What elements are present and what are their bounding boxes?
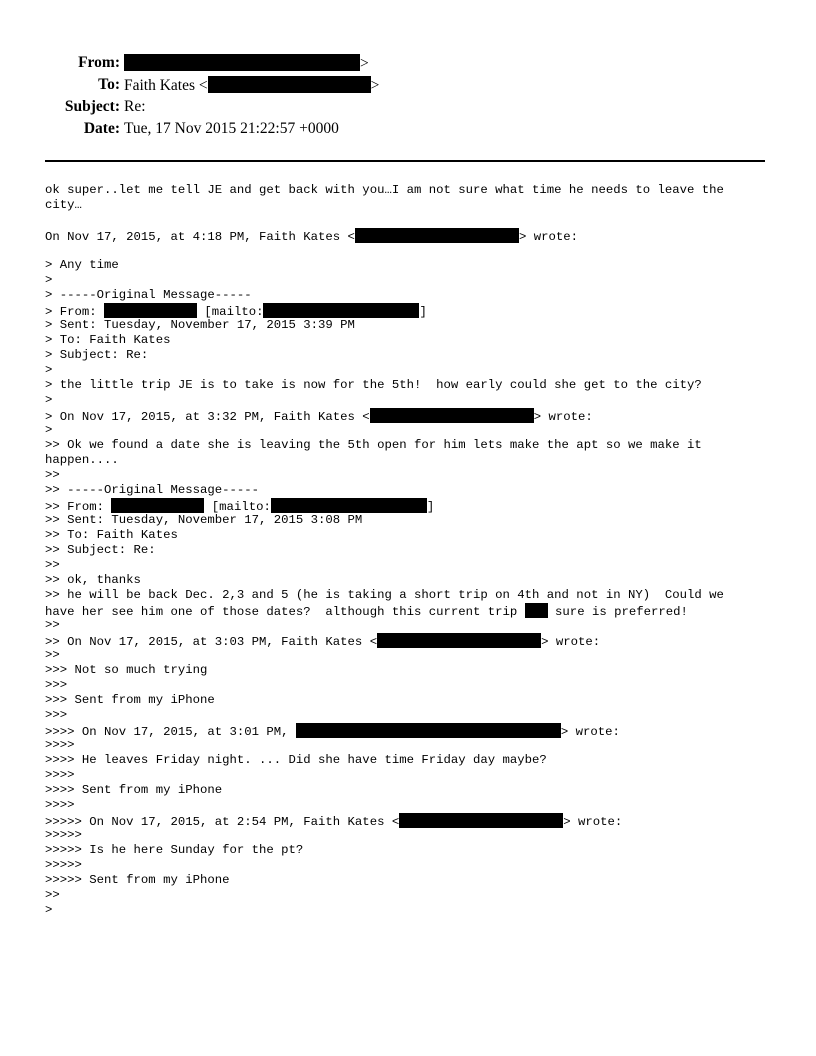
body-text: > On Nov 17, 2015, at 3:32 PM, Faith Kates <	[45, 410, 370, 424]
body-line: > Any time	[45, 258, 119, 272]
body-line	[45, 228, 775, 243]
body-text: > wrote:	[560, 725, 620, 739]
subject-value: Re:	[124, 98, 146, 115]
redaction-bar	[399, 813, 563, 828]
body-line: >> Sent: Tuesday, November 17, 2015 3:08 PM	[45, 513, 363, 527]
body-line: >>	[45, 648, 60, 662]
body-line: > To: Faith Kates	[45, 333, 171, 347]
body-line: >>>	[45, 708, 68, 722]
to-name: Faith Kates <	[124, 77, 208, 94]
body-line: > Subject: Re:	[45, 348, 149, 362]
body-line: >>>>> Sent from my iPhone	[45, 873, 230, 887]
body-text: sure is preferred!	[547, 605, 688, 619]
header-divider	[45, 160, 765, 162]
body-line: >	[45, 423, 53, 437]
body-line	[45, 813, 775, 828]
body-line: >	[45, 273, 53, 287]
body-text: ]	[426, 500, 435, 514]
body-text: > wrote:	[563, 815, 623, 829]
body-text: >> On Nov 17, 2015, at 3:03 PM, Faith Kates <	[45, 635, 378, 649]
body-text: ]	[419, 305, 427, 319]
date-value: Tue, 17 Nov 2015 21:22:57 +0000	[124, 120, 339, 137]
redaction-bar	[370, 408, 534, 423]
body-line: >>	[45, 468, 60, 482]
body-line: >>>>> Is he here Sunday for the pt?	[45, 843, 304, 857]
body-line: >>> Not so much trying	[45, 663, 208, 677]
body-line	[45, 408, 775, 423]
body-line: >>>>>	[45, 858, 82, 872]
body-line-blank	[45, 243, 775, 258]
redaction-bar	[104, 303, 197, 318]
body-text: >> From:	[45, 500, 112, 514]
body-line: >>>>	[45, 768, 75, 782]
body-line: >> Subject: Re:	[45, 543, 156, 557]
body-line: >>>> Sent from my iPhone	[45, 783, 223, 797]
body-line: >> ok, thanks	[45, 573, 141, 587]
from-label: From:	[78, 54, 120, 71]
body-text: have her see him one of those dates? although this current trip	[45, 605, 525, 619]
redaction-bar	[271, 498, 427, 513]
from-value	[124, 54, 369, 73]
body-line: city…	[45, 198, 82, 212]
body-line: >>>>	[45, 738, 75, 752]
body-line	[45, 498, 775, 513]
body-text: > From:	[45, 305, 105, 319]
redaction-bar	[296, 723, 561, 738]
body-line: > the little trip JE is to take is now for the 5th! how early could she get to the city?	[45, 378, 702, 392]
from-value-suffix: >	[360, 55, 369, 72]
body-text: > wrote:	[541, 635, 601, 649]
body-text: >>>>> On Nov 17, 2015, at 2:54 PM, Faith Kates <	[45, 815, 400, 829]
body-line	[45, 633, 775, 648]
body-line: >> he will be back Dec. 2,3 and 5 (he is taking a short trip on 4th and not in NY) Could we	[45, 588, 724, 602]
body-line	[45, 303, 775, 318]
body-text: > wrote:	[518, 230, 578, 244]
body-line	[45, 603, 775, 618]
body-line: >> To: Faith Kates	[45, 528, 178, 542]
body-line: >>>>>	[45, 828, 82, 842]
body-line: >	[45, 393, 53, 407]
subject-label: Subject:	[64, 98, 120, 115]
body-line: >	[45, 363, 53, 377]
body-text: On Nov 17, 2015, at 4:18 PM, Faith Kates <	[45, 230, 355, 244]
body-line-blank	[45, 213, 775, 228]
to-value	[124, 76, 379, 95]
email-header	[0, 0, 816, 150]
body-line: ok super..let me tell JE and get back with you…I am not sure what time he needs to leave the	[45, 183, 724, 197]
body-line: >> Ok we found a date she is leaving the 5th open for him lets make the apt so we make it	[45, 438, 702, 452]
redaction-bar	[208, 76, 371, 93]
body-line: >> -----Original Message-----	[45, 483, 260, 497]
body-line	[45, 723, 775, 738]
body-line: >>	[45, 618, 60, 632]
body-text: [mailto:	[204, 500, 271, 514]
body-text: >>>> On Nov 17, 2015, at 3:01 PM,	[45, 725, 296, 739]
date-label: Date:	[83, 120, 120, 137]
email-body	[45, 183, 775, 918]
redaction-bar	[263, 303, 419, 318]
body-line: >>	[45, 888, 60, 902]
body-line: >>>	[45, 678, 68, 692]
redaction-bar	[355, 228, 519, 243]
redaction-bar	[111, 498, 204, 513]
body-line: >	[45, 903, 53, 917]
body-line: happen....	[45, 453, 119, 467]
body-line: > Sent: Tuesday, November 17, 2015 3:39 PM	[45, 318, 355, 332]
redaction-bar	[377, 633, 541, 648]
body-line: >>>> He leaves Friday night. ... Did she have time Friday day maybe?	[45, 753, 547, 767]
body-text: > wrote:	[533, 410, 593, 424]
redaction-bar	[124, 54, 360, 71]
body-line: >>> Sent from my iPhone	[45, 693, 215, 707]
to-value-suffix: >	[370, 77, 380, 94]
redaction-bar	[525, 603, 548, 618]
to-label: To:	[98, 76, 120, 93]
body-line: >>>>	[45, 798, 75, 812]
body-line: > -----Original Message-----	[45, 288, 252, 302]
body-text: [mailto:	[197, 305, 264, 319]
body-line: >>	[45, 558, 60, 572]
